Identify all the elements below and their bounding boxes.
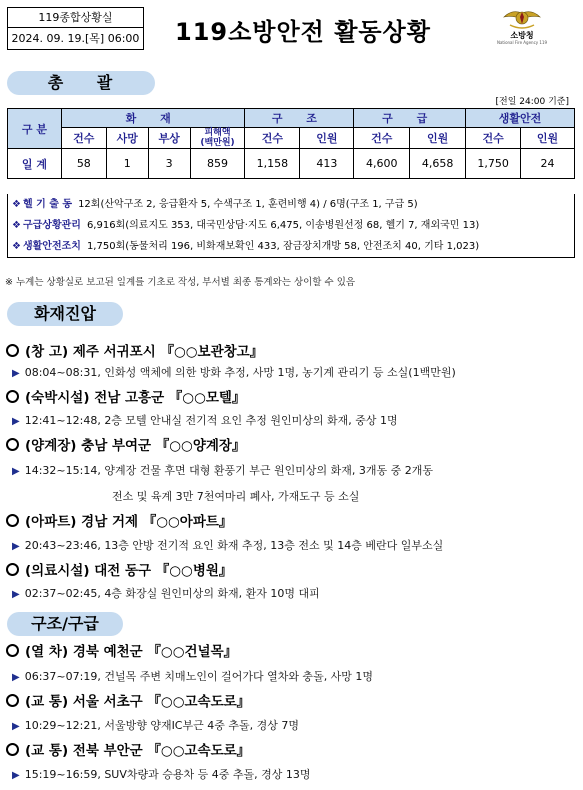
incident-detail (12, 364, 456, 380)
circle-bullet-icon (6, 514, 19, 527)
diamond-bullet-icon: ❖ (12, 220, 21, 231)
circle-bullet-icon (6, 344, 19, 357)
note-label: 생활안전조치 (22, 241, 81, 252)
incident-detail (12, 668, 373, 684)
emblem-icon (502, 5, 542, 31)
incident-title (6, 559, 232, 579)
group-rescue: 구 조 (245, 109, 354, 128)
col-header: 사망 (106, 128, 148, 149)
incident-detail (12, 766, 310, 782)
incident-title (6, 640, 237, 660)
incident-detail (12, 585, 320, 601)
note-life-safety (8, 236, 574, 257)
logo-sublabel: National Fire Agency 119 (496, 40, 548, 45)
incident-detail-text: 12:41~12:48, 2층 모텔 안내실 전기적 요인 추정 원인미상의 화재, 중상 1명 (24, 414, 398, 427)
triangle-bullet-icon: ▶ (12, 416, 20, 427)
col-header: 인원 (410, 128, 466, 149)
incident-detail (12, 537, 443, 553)
row-label: 일 계 (8, 149, 62, 179)
note-ems-management (8, 215, 574, 236)
note-text: 6,916회(의료지도 353, 대국민상담·지도 6,475, 이송병원선정 68, 헬기 7, 재외국민 13) (86, 220, 480, 231)
incident-detail-text: 02:37~02:45, 4층 화장실 원인미상의 화재, 환자 10명 대피 (24, 587, 320, 600)
caveat-note: ※ 누계는 상황실로 보고된 일계를 기초로 작성, 부서별 최종 통계와는 상이할 수 있음 (5, 277, 356, 288)
circle-bullet-icon (6, 694, 19, 707)
col-header: 건수 (61, 128, 106, 149)
rescue-heading: 구조/구급 (7, 612, 123, 636)
triangle-bullet-icon: ▶ (12, 770, 20, 781)
report-date: 2024. 09. 19.[목] 06:00 (11, 32, 140, 45)
diamond-bullet-icon: ❖ (12, 241, 21, 252)
incident-title-text: (교 통) 전북 부안군 『○○고속도로』 (25, 743, 251, 759)
incident-title (6, 340, 263, 360)
table-cell: 413 (300, 149, 354, 179)
note-text: 1,750회(동물처리 196, 비화재보확인 433, 잠금장치개방 58, 안전조치 40, 기타 1,023) (86, 241, 480, 252)
note-text: 12회(산악구조 2, 응급환자 5, 수색구조 1, 훈련비행 4) / 6명(구조 1, 구급 5) (78, 199, 418, 210)
report-header (0, 0, 583, 60)
col-header: 건수 (354, 128, 410, 149)
group-safety: 생활안전 (466, 109, 575, 128)
incident-title (6, 510, 232, 530)
logo-label: 소방청 (510, 31, 534, 40)
incident-title (6, 386, 245, 406)
note-label: 헬 기 출 동 (22, 199, 73, 210)
note-label: 구급상황관리 (22, 220, 81, 231)
table-cell: 1,158 (245, 149, 300, 179)
table-cell: 859 (190, 149, 245, 179)
incident-title-text: (양계장) 충남 부여군 『○○양계장』 (25, 438, 246, 454)
incident-title-text: (숙박시설) 전남 고흥군 『○○모텔』 (25, 390, 246, 406)
col-header: 부상 (148, 128, 190, 149)
table-cell: 1,750 (466, 149, 521, 179)
summary-notes (7, 194, 575, 258)
note-helicopter (8, 194, 574, 215)
incident-detail (12, 412, 398, 428)
page-title: 119소방안전 활동상황 (175, 18, 431, 46)
org-name: 119종합상황실 (8, 8, 143, 28)
triangle-bullet-icon: ▶ (12, 721, 20, 732)
incident-detail (12, 462, 433, 478)
circle-bullet-icon (6, 438, 19, 451)
incident-detail-text: 10:29~12:21, 서울방향 양재IC부근 4중 추돌, 경상 7명 (24, 719, 299, 732)
incident-detail (12, 717, 299, 733)
col-header: 건수 (245, 128, 300, 149)
incident-detail-text: 08:04~08:31, 인화성 액체에 의한 방화 추정, 사망 1명, 농기계 관리기 등 소실(1백만원) (24, 366, 456, 379)
fire-heading: 화재진압 (7, 302, 123, 326)
incident-detail-text: 06:37~07:19, 건널목 주변 치매노인이 걸어가다 열차와 충돌, 사망 1명 (24, 670, 374, 683)
incident-detail-text: 15:19~16:59, SUV차량과 승용차 등 4중 추돌, 경상 13명 (24, 768, 311, 781)
triangle-bullet-icon: ▶ (12, 368, 20, 379)
incident-title (6, 690, 250, 710)
circle-bullet-icon (6, 563, 19, 576)
table-cell: 24 (521, 149, 575, 179)
col-header: 피해액 (백만원) (190, 128, 245, 149)
group-fire: 화 재 (61, 109, 245, 128)
diamond-bullet-icon: ❖ (12, 199, 21, 210)
table-cell: 3 (148, 149, 190, 179)
table-cell: 4,600 (354, 149, 410, 179)
col-header: 인원 (300, 128, 354, 149)
incident-title-text: (의료시설) 대전 동구 『○○병원』 (25, 563, 233, 579)
incident-title (6, 434, 245, 454)
triangle-bullet-icon: ▶ (12, 589, 20, 600)
table-cell: 1 (106, 149, 148, 179)
triangle-bullet-icon: ▶ (12, 672, 20, 683)
summary-heading: 총 괄 (7, 71, 155, 95)
incident-detail-continued: 전소 및 육계 3만 7천여마리 폐사, 가재도구 등 소실 (112, 490, 360, 503)
col-header: 인원 (521, 128, 575, 149)
circle-bullet-icon (6, 390, 19, 403)
group-ems: 구 급 (354, 109, 466, 128)
incident-title-text: (열 차) 경북 예천군 『○○건널목』 (25, 644, 238, 660)
basis-time: [전일 24:00 기준] (495, 97, 569, 107)
triangle-bullet-icon: ▶ (12, 466, 20, 477)
summary-table (7, 108, 575, 179)
table-cell: 58 (61, 149, 106, 179)
incident-title-text: (창 고) 제주 서귀포시 『○○보관창고』 (25, 344, 264, 360)
incident-title (6, 739, 250, 759)
table-cell: 4,658 (410, 149, 466, 179)
incident-title-text: (교 통) 서울 서초구 『○○고속도로』 (25, 694, 251, 710)
col-header: 건수 (466, 128, 521, 149)
incident-detail-text: 14:32~15:14, 양계장 건물 후면 대형 환풍기 부근 원인미상의 화재, 3개동 중 2개동 (24, 464, 434, 477)
row-label-header: 구 분 (8, 109, 62, 149)
circle-bullet-icon (6, 644, 19, 657)
agency-logo (493, 5, 551, 51)
situation-room-box (7, 7, 144, 50)
circle-bullet-icon (6, 743, 19, 756)
incident-detail-text: 20:43~23:46, 13층 안방 전기적 요인 화재 추정, 13층 전소 및 14층 베란다 일부소실 (24, 539, 444, 552)
incident-title-text: (아파트) 경남 거제 『○○아파트』 (25, 514, 233, 530)
triangle-bullet-icon: ▶ (12, 541, 20, 552)
